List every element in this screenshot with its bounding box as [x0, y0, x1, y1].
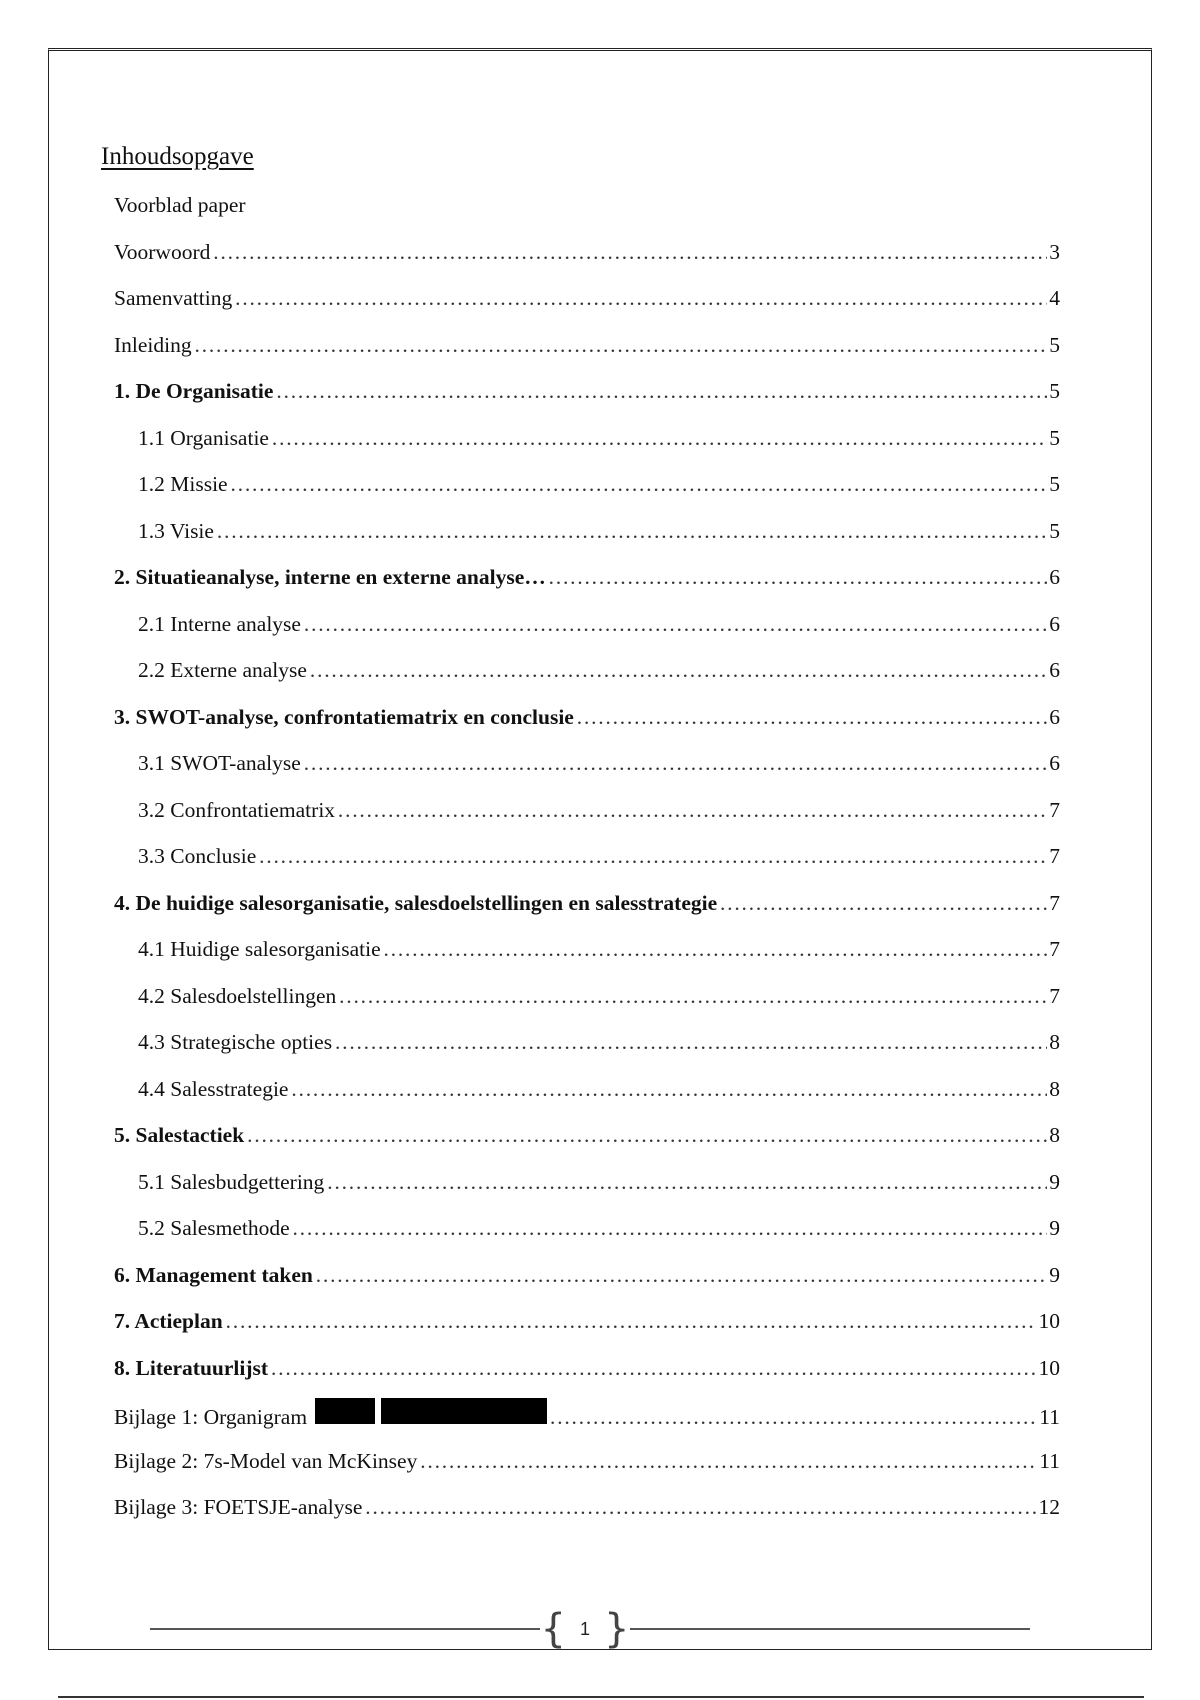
- page-number: 1: [579, 1618, 590, 1639]
- right-brace-icon: }: [604, 1606, 630, 1652]
- toc-leader-dots: [548, 561, 1048, 593]
- toc-leader-dots: [315, 1259, 1047, 1291]
- toc-entry-label: 5.1 Salesbudgettering: [138, 1169, 325, 1194]
- toc-leader-dots: [383, 933, 1048, 965]
- toc-entry-page: 5: [1049, 425, 1060, 450]
- toc-entry-label: Bijlage 3: FOETSJE-analyse: [114, 1495, 363, 1519]
- toc-entry-label: 4.3 Strategische opties: [138, 1030, 333, 1054]
- toc-entry-label: Voorblad paper: [114, 193, 246, 217]
- toc-entry-page: 6: [1049, 611, 1060, 636]
- toc-entry-page: 5: [1049, 518, 1060, 543]
- toc-entry-label: 4. De huidige salesorganisatie, salesdoelstellingen en salesstrategie: [114, 890, 718, 915]
- toc-leader-dots: [234, 282, 1047, 314]
- toc-leader-dots: [334, 1026, 1047, 1058]
- toc-entry-label: Inleiding: [114, 332, 192, 357]
- toc-entry-page: 9: [1049, 1169, 1060, 1194]
- toc-leader-dots: [549, 1401, 1037, 1433]
- toc-entry-label: 7. Actieplan: [114, 1309, 223, 1333]
- toc-entry[interactable]: [114, 1352, 1060, 1384]
- toc-entry-label: 1.1 Organisatie: [138, 425, 269, 450]
- toc-entry-page: 9: [1049, 1262, 1060, 1287]
- toc-entry[interactable]: [138, 1026, 1060, 1058]
- toc-entry-label: 5.2 Salesmethode: [138, 1216, 290, 1240]
- toc-entry-page: 8: [1049, 1076, 1060, 1101]
- toc-entry-page: 8: [1049, 1123, 1060, 1147]
- toc-entry-page: 6: [1049, 565, 1060, 589]
- left-brace-icon: {: [540, 1606, 566, 1652]
- toc-entry-page: 5: [1049, 472, 1060, 496]
- toc-leader-dots: [230, 468, 1048, 500]
- toc-entry-page: 6: [1049, 704, 1060, 729]
- toc-entry-page: 3: [1049, 239, 1060, 264]
- toc-entry-page: 11: [1039, 1405, 1060, 1429]
- toc-entry-label: Bijlage 1: Organigram: [114, 1405, 308, 1429]
- toc-entry[interactable]: [114, 701, 1060, 733]
- redaction-block: [315, 1398, 375, 1424]
- toc-entry-label: 3.2 Confrontatiematrix: [138, 797, 336, 822]
- toc-entry-label: Bijlage 2: 7s-Model van McKinsey: [114, 1448, 418, 1473]
- page-number-box: [540, 1606, 630, 1652]
- toc-leader-dots: [290, 1073, 1047, 1105]
- toc-leader-dots: [576, 701, 1047, 733]
- bottom-rule: [58, 1696, 1144, 1698]
- toc-entry[interactable]: [138, 794, 1060, 826]
- toc-entry-label: 3. SWOT-analyse, confrontatiematrix en conclusie: [114, 704, 574, 729]
- toc-entry[interactable]: [114, 1445, 1060, 1477]
- toc-leader-dots: [719, 887, 1047, 919]
- toc-entry-page: 4: [1049, 286, 1060, 310]
- toc-entry-label: 2.1 Interne analyse: [138, 611, 301, 636]
- toc-entry-label: 2. Situatieanalyse, interne en externe analyse…: [114, 565, 546, 589]
- toc-leader-dots: [275, 375, 1047, 407]
- toc-entry-page: 11: [1039, 1448, 1060, 1473]
- toc-entry[interactable]: [114, 236, 1060, 268]
- toc-entry[interactable]: [138, 840, 1060, 872]
- toc-entry-page: 10: [1038, 1309, 1060, 1333]
- footer-rule-right: [630, 1628, 1030, 1630]
- toc-entry[interactable]: [138, 933, 1060, 965]
- toc-entry-label: 5. Salestactiek: [114, 1123, 245, 1147]
- toc-entry-label: Samenvatting: [114, 286, 233, 310]
- toc-leader-dots: [338, 980, 1047, 1012]
- toc-entry-label: 4.4 Salesstrategie: [138, 1076, 289, 1101]
- toc-entry[interactable]: [114, 282, 1060, 314]
- toc-entry-page: 5: [1049, 379, 1060, 403]
- toc-entry[interactable]: [114, 1491, 1060, 1523]
- toc-entry[interactable]: [138, 1073, 1060, 1105]
- toc-entry-label: Voorwoord: [114, 239, 211, 264]
- toc-entry-label: 2.2 Externe analyse: [138, 658, 307, 682]
- toc-entry[interactable]: [114, 561, 1060, 593]
- toc-leader-dots: [246, 1119, 1047, 1151]
- toc-leader-dots: [303, 747, 1047, 779]
- toc-entry-label: 6. Management taken: [114, 1262, 313, 1287]
- toc-leader-dots: [326, 1166, 1047, 1198]
- toc-leader-dots: [419, 1445, 1037, 1477]
- toc-entry-page: 12: [1038, 1495, 1060, 1519]
- toc-entry-label: 1. De Organisatie: [114, 379, 274, 403]
- toc-entry[interactable]: [138, 1212, 1060, 1244]
- toc-entry-label: 3.3 Conclusie: [138, 844, 257, 868]
- toc-entry[interactable]: [114, 1259, 1060, 1291]
- toc-entry-label: 8. Literatuurlijst: [114, 1355, 269, 1380]
- toc-entry[interactable]: [114, 887, 1060, 919]
- toc-entry-page: 6: [1049, 751, 1060, 775]
- toc-entry[interactable]: [114, 375, 1060, 407]
- toc-entry-page: 7: [1049, 844, 1060, 868]
- toc-entry[interactable]: [114, 189, 1060, 221]
- toc-entry-page: 7: [1049, 937, 1060, 961]
- toc-entry-label: 3.1 SWOT-analyse: [138, 751, 301, 775]
- toc-entry[interactable]: [114, 329, 1060, 361]
- toc-leader-dots: [258, 840, 1047, 872]
- toc-entry[interactable]: [138, 654, 1060, 686]
- toc-leader-dots: [309, 654, 1047, 686]
- toc-entry-page: 7: [1049, 983, 1060, 1008]
- toc-title: Inhoudsopgave: [101, 143, 254, 170]
- toc-leader-dots: [194, 329, 1048, 361]
- toc-leader-dots: [292, 1212, 1048, 1244]
- toc-leader-dots: [337, 794, 1047, 826]
- toc-entry[interactable]: [138, 422, 1060, 454]
- toc-leader-dots: [225, 1305, 1037, 1337]
- redaction-block: [381, 1398, 547, 1424]
- toc-entry-label: 4.1 Huidige salesorganisatie: [138, 937, 381, 961]
- toc-entry-page: 9: [1049, 1216, 1060, 1240]
- toc-entry-page: 7: [1049, 890, 1060, 915]
- toc-entry-page: 8: [1049, 1030, 1060, 1054]
- toc-leader-dots: [271, 422, 1047, 454]
- toc-entry[interactable]: [138, 1166, 1060, 1198]
- footer-rule-left: [150, 1628, 540, 1630]
- toc-entry-page: 10: [1038, 1355, 1060, 1380]
- toc-entry-label: 1.3 Visie: [138, 518, 214, 543]
- toc-entry-page: 6: [1049, 658, 1060, 682]
- toc-entry[interactable]: [138, 608, 1060, 640]
- toc-entry[interactable]: [114, 1398, 1060, 1430]
- toc-entry[interactable]: [138, 980, 1060, 1012]
- toc-entry-page: 7: [1049, 797, 1060, 822]
- toc-entry[interactable]: [114, 1305, 1060, 1337]
- toc-entry-label: 4.2 Salesdoelstellingen: [138, 983, 337, 1008]
- toc-leader-dots: [303, 608, 1047, 640]
- toc-leader-dots: [212, 236, 1047, 268]
- toc-leader-dots: [364, 1491, 1036, 1523]
- toc-entry-page: 5: [1049, 332, 1060, 357]
- toc-entry[interactable]: [138, 515, 1060, 547]
- toc-entry-label: 1.2 Missie: [138, 472, 228, 496]
- toc-entry[interactable]: [114, 1119, 1060, 1151]
- toc-leader-dots: [216, 515, 1047, 547]
- toc-leader-dots: [270, 1352, 1036, 1384]
- toc-entry[interactable]: [138, 468, 1060, 500]
- toc-entry[interactable]: [138, 747, 1060, 779]
